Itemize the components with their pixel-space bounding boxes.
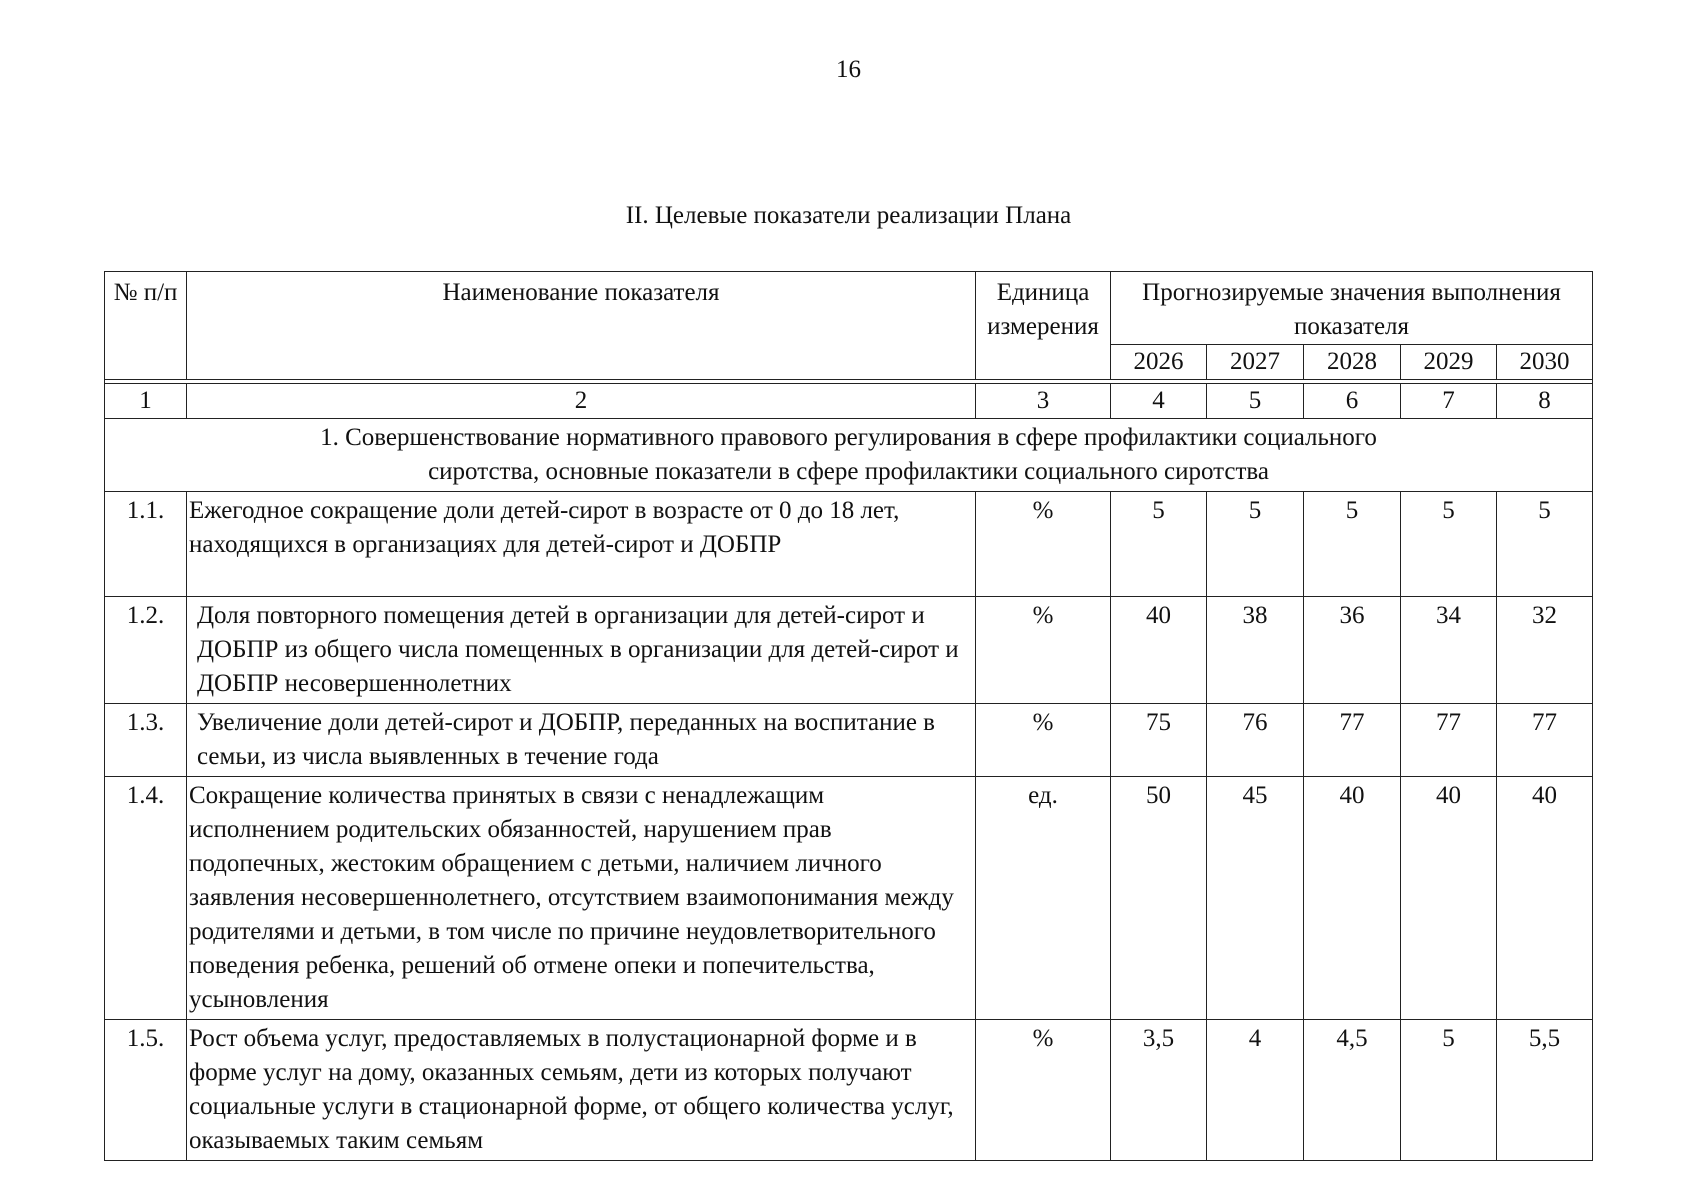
row-value: 76 (1207, 704, 1304, 777)
table-row (105, 597, 1593, 704)
row-id: 1.1. (105, 492, 187, 597)
row-value: 40 (1304, 777, 1401, 1020)
header-year: 2029 (1401, 345, 1497, 380)
row-value: 75 (1111, 704, 1207, 777)
header-year: 2027 (1207, 345, 1304, 380)
header-forecast: Прогнозируемые значения выполнения показателя (1111, 272, 1593, 345)
row-value: 4,5 (1304, 1020, 1401, 1161)
row-value: 5 (1111, 492, 1207, 597)
row-value: 40 (1497, 777, 1593, 1020)
table-header-row (105, 272, 1593, 345)
row-unit: % (976, 597, 1111, 704)
row-value: 4 (1207, 1020, 1304, 1161)
section-row (105, 419, 1593, 492)
row-value: 5 (1401, 1020, 1497, 1161)
row-value: 36 (1304, 597, 1401, 704)
column-number: 5 (1207, 384, 1304, 419)
row-name: Сокращение количества принятых в связи с ненадлежащим исполнением родительских обязанностей, нарушением прав подопечных, жестоким обращением с детьми, наличием личного заявления несовершеннолетнего, отсутствием взаимопонимания между родителями и детьми, в том числе по причине неудовлетворительного поведения ребенка, решений об отмене опеки и попечительства, усыновления (187, 777, 976, 1020)
column-number: 4 (1111, 384, 1207, 419)
row-value: 40 (1401, 777, 1497, 1020)
header-name: Наименование показателя (187, 272, 976, 380)
row-value: 77 (1304, 704, 1401, 777)
page-number: 16 (836, 56, 861, 83)
row-id: 1.5. (105, 1020, 187, 1161)
row-id: 1.2. (105, 597, 187, 704)
row-value: 5,5 (1497, 1020, 1593, 1161)
row-id: 1.3. (105, 704, 187, 777)
row-value: 3,5 (1111, 1020, 1207, 1161)
column-number: 2 (187, 384, 976, 419)
header-year: 2028 (1304, 345, 1401, 380)
column-number: 8 (1497, 384, 1593, 419)
section-heading: 1. Совершенствование нормативного правового регулирования в сфере профилактики социального сиротства, основные показатели в сфере профилактики социального сиротства (105, 419, 1593, 492)
table-row (105, 492, 1593, 597)
table-row (105, 704, 1593, 777)
row-value: 32 (1497, 597, 1593, 704)
row-value: 38 (1207, 597, 1304, 704)
header-year: 2026 (1111, 345, 1207, 380)
row-name: Увеличение доли детей-сирот и ДОБПР, переданных на воспитание в семьи, из числа выявленных в течение года (187, 704, 976, 777)
row-value: 34 (1401, 597, 1497, 704)
column-number: 6 (1304, 384, 1401, 419)
indicators-table-wrap (104, 271, 1592, 1161)
row-value: 5 (1401, 492, 1497, 597)
row-unit: % (976, 492, 1111, 597)
row-unit: % (976, 704, 1111, 777)
column-number: 3 (976, 384, 1111, 419)
indicators-table (104, 271, 1593, 1161)
header-unit: Единица измерения (976, 272, 1111, 380)
row-value: 5 (1497, 492, 1593, 597)
section-title: II. Целевые показатели реализации Плана (625, 202, 1072, 229)
column-number: 7 (1401, 384, 1497, 419)
table-row (105, 777, 1593, 1020)
row-unit: % (976, 1020, 1111, 1161)
row-value: 77 (1401, 704, 1497, 777)
row-value: 5 (1304, 492, 1401, 597)
row-value: 45 (1207, 777, 1304, 1020)
table-row (105, 1020, 1593, 1161)
header-year: 2030 (1497, 345, 1593, 380)
row-value: 77 (1497, 704, 1593, 777)
row-value: 40 (1111, 597, 1207, 704)
row-value: 50 (1111, 777, 1207, 1020)
row-name: Ежегодное сокращение доли детей-сирот в возрасте от 0 до 18 лет, находящихся в организациях для детей-сирот и ДОБПР (187, 492, 976, 597)
row-name: Рост объема услуг, предоставляемых в полустационарной форме и в форме услуг на дому, оказанных семьям, дети из которых получают социальные услуги в стационарной форме, от общего количества услуг, оказываемых таким семьям (187, 1020, 976, 1161)
row-value: 5 (1207, 492, 1304, 597)
column-number: 1 (105, 384, 187, 419)
row-name: Доля повторного помещения детей в организации для детей-сирот и ДОБПР из общего числа помещенных в организации для детей-сирот и ДОБПР несовершеннолетних (187, 597, 976, 704)
column-numbers-row (105, 384, 1593, 419)
header-num: № п/п (105, 272, 187, 380)
row-id: 1.4. (105, 777, 187, 1020)
row-unit: ед. (976, 777, 1111, 1020)
